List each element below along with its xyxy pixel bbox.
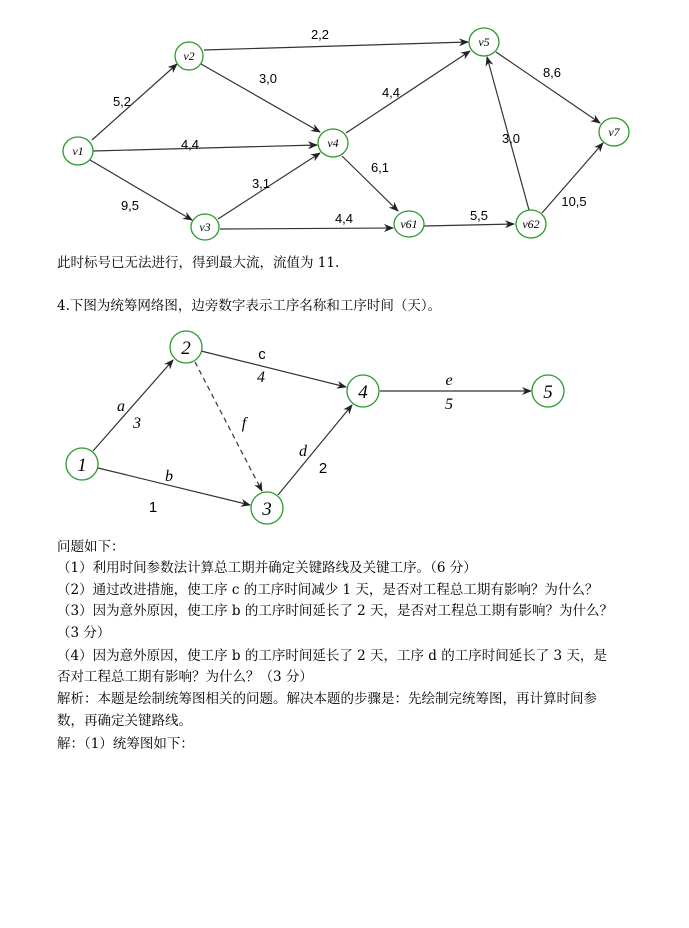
edge-name: d (299, 443, 307, 460)
edge-time: 2 (318, 460, 328, 477)
edge-label: 2,2 (310, 27, 330, 42)
svg-text:v3: v3 (199, 220, 211, 234)
node-v5 (469, 28, 499, 56)
solution: 解：（1）统筹图如下： (57, 736, 194, 752)
edge-a (93, 360, 173, 451)
svg-text:v7: v7 (608, 125, 620, 139)
svg-text:v5: v5 (478, 35, 490, 49)
node-v4 (318, 129, 348, 157)
question-3: （3）因为意外原因，使工序 b 的工序时间延长了 2 天，是否对工程总工期有影响？为什么？ (57, 603, 613, 619)
edge-d (278, 405, 352, 495)
svg-text:5: 5 (543, 382, 553, 403)
network-graph (66, 331, 564, 524)
svg-text:3: 3 (262, 499, 272, 520)
edge-label: 3,1 (251, 176, 271, 191)
edge-v2-v5 (204, 42, 468, 50)
edge-label: 3,0 (501, 131, 521, 146)
node-4 (347, 375, 379, 407)
edge-time: 4 (257, 369, 265, 386)
question-1: （1）利用时间参数法计算总工期并确定关键路线及关键工序。（6 分） (57, 560, 477, 576)
node-v3 (191, 214, 219, 240)
edge-name: b (165, 468, 173, 485)
edge-v5-v7 (496, 52, 600, 123)
svg-text:v4: v4 (327, 136, 339, 150)
analysis-cont: 数，再确定关键路线。 (57, 713, 192, 729)
max-flow-graph (63, 27, 629, 240)
svg-text:4: 4 (358, 382, 368, 403)
edge-v4-v5 (346, 51, 470, 133)
question-4-title: 4.下图为统筹网络图，边旁数字表示工序名称和工序时间（天）。 (57, 298, 442, 314)
questions-intro: 问题如下： (57, 539, 125, 555)
svg-text:2: 2 (181, 338, 191, 359)
edge-label: 6,1 (370, 160, 390, 175)
edge-v61-v62 (424, 224, 514, 226)
svg-text:v61: v61 (400, 217, 418, 231)
node-2 (170, 331, 202, 363)
edge-label: 5,2 (112, 94, 132, 109)
edge-v1-v4 (93, 145, 317, 151)
edge-v1-v3 (90, 160, 192, 220)
node-3 (251, 492, 283, 524)
analysis: 解析：本题是绘制统筹图相关的问题。解决本题的步骤是：先绘制完统筹图，再计算时间参 (57, 691, 597, 707)
edge-time: 3 (133, 415, 141, 432)
edge-v3-v61 (220, 228, 393, 229)
edge-name: e (445, 372, 453, 389)
node-v62 (516, 210, 546, 238)
svg-text:v1: v1 (72, 144, 84, 158)
edge-name: f (241, 415, 247, 432)
node-v61 (394, 211, 424, 237)
question-4: （4）因为意外原因，使工序 b 的工序时间延长了 2 天，工序 d 的工序时间延长了 3 天，是 (57, 648, 607, 664)
edge-name: c (258, 346, 266, 363)
node-v7 (599, 118, 629, 146)
edge-v1-v2 (92, 64, 177, 140)
edge-time: 5 (445, 396, 453, 413)
edge-label: 3,0 (258, 71, 278, 86)
node-5 (532, 375, 564, 407)
edge-label: 10,5 (561, 194, 587, 209)
edge-c (201, 351, 346, 387)
question-2: （2）通过改进措施，使工序 c 的工序时间减少 1 天，是否对工程总工期有影响？为什么？ (57, 582, 599, 598)
edge-label: 5,5 (469, 208, 489, 223)
svg-text:v2: v2 (183, 49, 195, 63)
edge-label: 4,4 (180, 137, 200, 152)
svg-text:v62: v62 (522, 217, 540, 231)
node-v2 (175, 42, 203, 70)
edge-f-dummy (195, 362, 262, 491)
edge-label: 4,4 (381, 85, 401, 100)
edge-time: 1 (148, 499, 158, 516)
edge-label: 4,4 (334, 211, 354, 226)
max-flow-result: 此时标号已无法进行，得到最大流，流值为 11. (57, 255, 340, 271)
question-4-cont: 否对工程总工期有影响？为什么？（3 分） (57, 669, 313, 685)
node-1 (66, 448, 98, 480)
question-3-score: （3 分） (57, 625, 111, 641)
edge-label: 8,6 (542, 65, 562, 80)
edge-b (98, 468, 250, 505)
node-v1 (63, 137, 93, 165)
svg-text:1: 1 (77, 455, 87, 476)
edge-label: 9,5 (120, 198, 140, 213)
edge-name: a (117, 398, 125, 415)
